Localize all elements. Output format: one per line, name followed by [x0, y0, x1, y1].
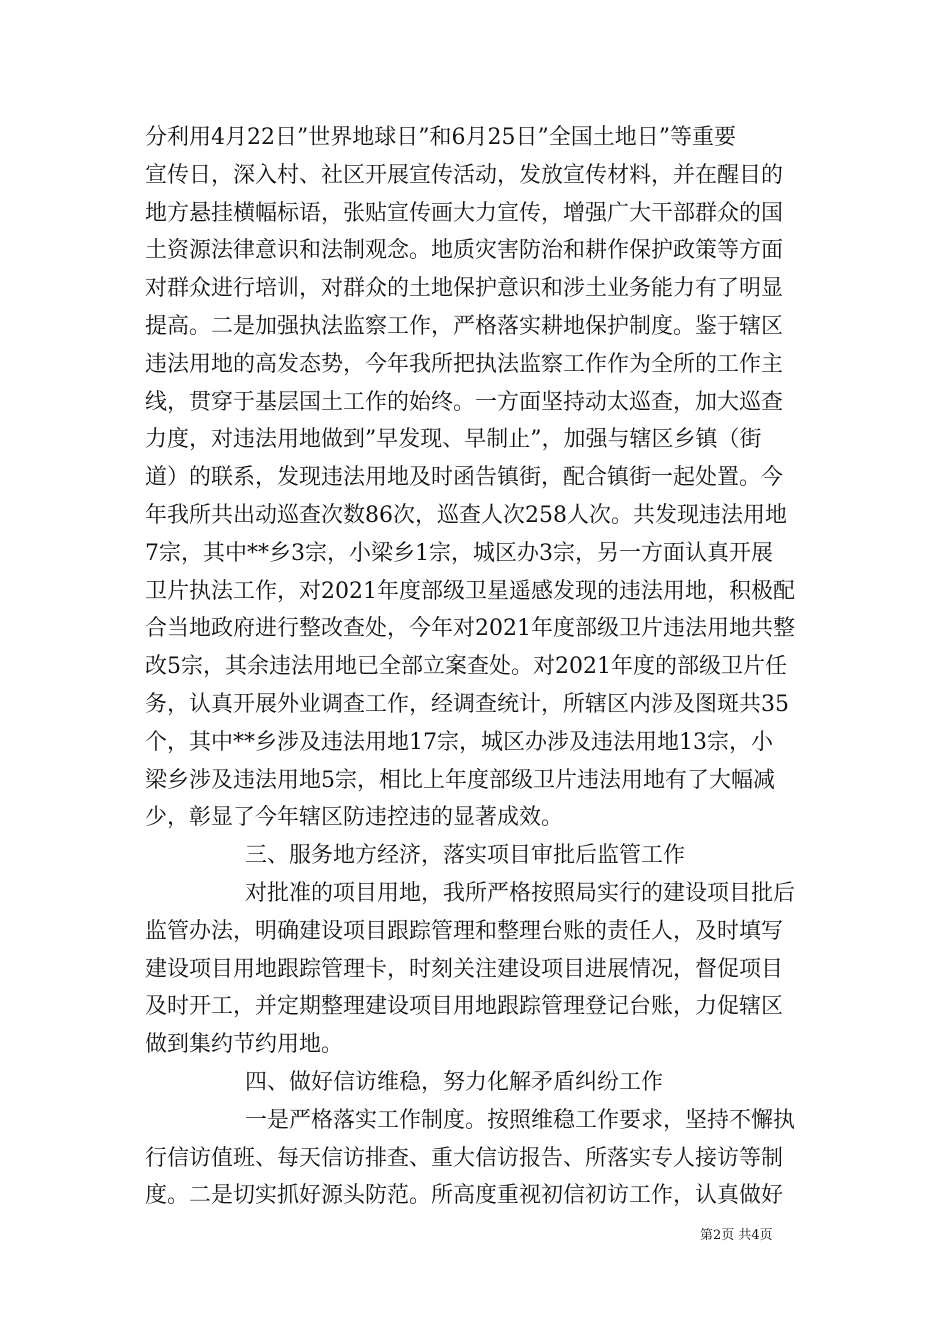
text-line: 做到集约节约用地。	[145, 1032, 344, 1057]
text-line: 务，认真开展外业调查工作，经调查统计，所辖区内涉及图斑共35	[145, 692, 789, 717]
text-line: 四、做好信访维稳，努力化解矛盾纠纷工作	[245, 1070, 664, 1095]
text-line: 三、服务地方经济，落实项目审批后监管工作	[245, 843, 686, 868]
text-line: 建设项目用地跟踪管理卡，时刻关注建设项目进展情况，督促项目	[145, 957, 784, 982]
text-line: 宣传日，深入村、社区开展宣传活动，发放宣传材料，并在醒目的	[145, 163, 784, 188]
text-line: 地方悬挂横幅标语，张贴宣传画大力宣传，增强广大干部群众的国	[145, 201, 784, 226]
text-line: 对批准的项目用地，我所严格按照局实行的建设项目批后	[245, 881, 796, 906]
text-line: 改5宗，其余违法用地已全部立案查处。对2021年度的部级卫片任	[145, 654, 787, 679]
text-line: 监管办法，明确建设项目跟踪管理和整理台账的责任人，及时填写	[145, 919, 784, 944]
text-line: 年我所共出动巡查次数86次，巡查人次258人次。共发现违法用地	[145, 503, 787, 528]
text-line: 线，贯穿于基层国土工作的始终。一方面坚持动太巡查，加大巡查	[145, 390, 784, 415]
text-line: 少，彰显了今年辖区防违控违的显著成效。	[145, 805, 564, 830]
text-line: 一是严格落实工作制度。按照维稳工作要求，坚持不懈执	[245, 1108, 796, 1133]
text-line: 分利用4月22日”世界地球日”和6月25日”全国土地日”等重要	[145, 125, 736, 150]
page-number: 第2页 共4页	[700, 1228, 773, 1243]
text-line: 道）的联系，发现违法用地及时函告镇街，配合镇街一起处置。今	[145, 465, 784, 490]
text-line: 卫片执法工作，对2021年度部级卫星遥感发现的违法用地，积极配	[145, 579, 795, 604]
text-line: 度。二是切实抓好源头防范。所高度重视初信初访工作，认真做好	[145, 1183, 784, 1208]
text-line: 及时开工，并定期整理建设项目用地跟踪管理登记台账，力促辖区	[145, 994, 784, 1019]
text-line: 梁乡涉及违法用地5宗，相比上年度部级卫片违法用地有了大幅减	[145, 768, 775, 793]
text-line: 违法用地的高发态势，今年我所把执法监察工作作为全所的工作主	[145, 352, 784, 377]
text-line: 土资源法律意识和法制观念。地质灾害防治和耕作保护政策等方面	[145, 238, 784, 263]
text-line: 行信访值班、每天信访排查、重大信访报告、所落实专人接访等制	[145, 1146, 784, 1171]
text-line: 7宗，其中**乡3宗，小梁乡1宗，城区办3宗，另一方面认真开展	[145, 541, 773, 566]
text-line: 提高。二是加强执法监察工作，严格落实耕地保护制度。鉴于辖区	[145, 314, 784, 339]
text-line: 个，其中**乡涉及违法用地17宗，城区办涉及违法用地13宗，小	[145, 730, 773, 755]
text-line: 对群众进行培训，对群众的土地保护意识和涉土业务能力有了明显	[145, 276, 784, 301]
text-line: 合当地政府进行整改查处，今年对2021年度部级卫片违法用地共整	[145, 616, 795, 641]
text-line: 力度，对违法用地做到”早发现、早制止”，加强与辖区乡镇（街	[145, 427, 762, 452]
